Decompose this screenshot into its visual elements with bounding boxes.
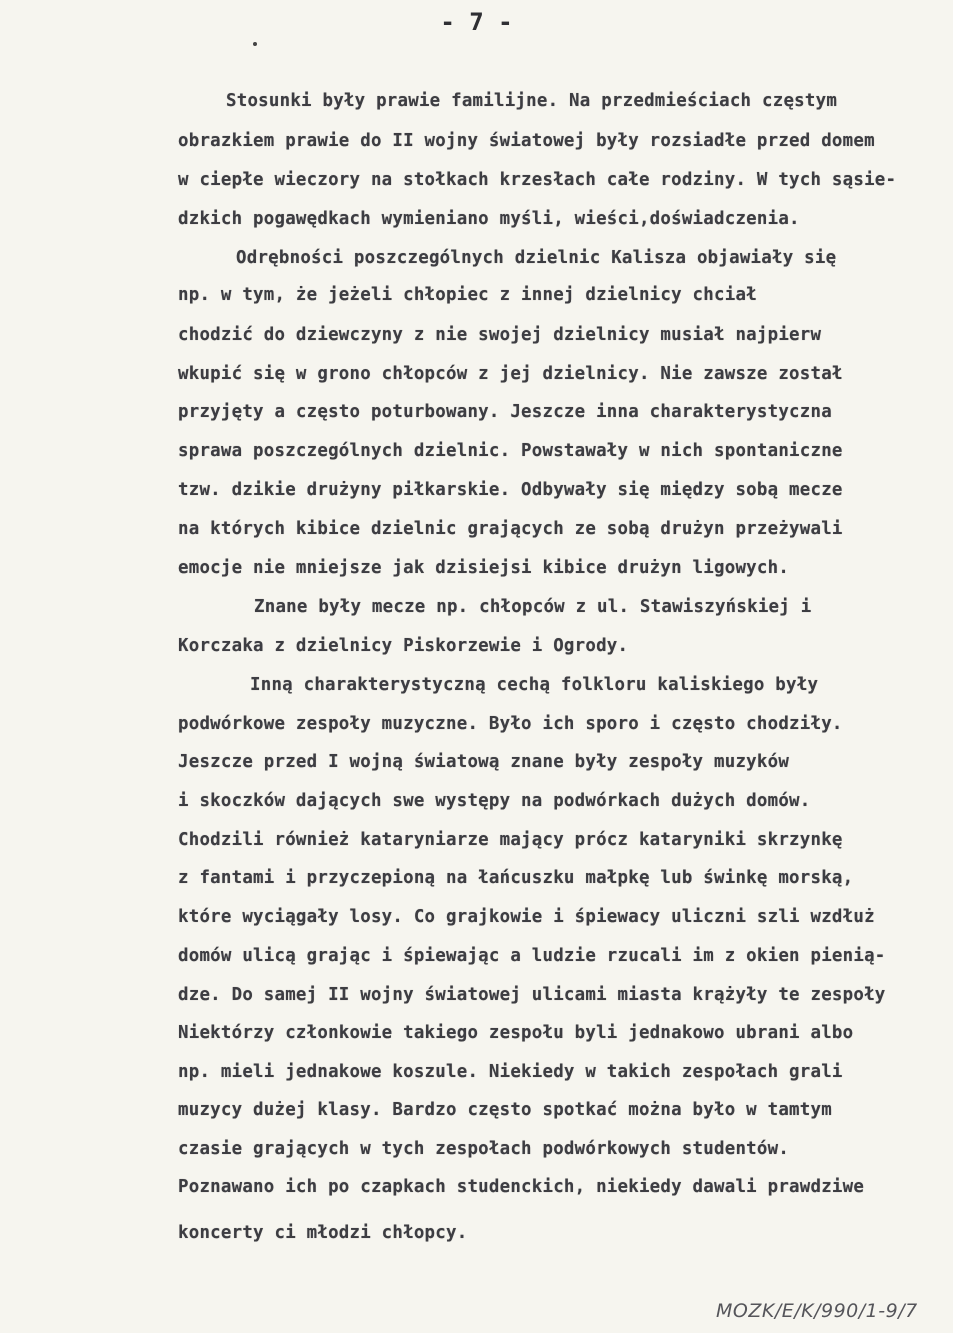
text-line: tzw. dzikie drużyny piłkarskie. Odbywały się między sobą mecze — [178, 480, 843, 500]
text-line: Chodzili również kataryniarze mający prócz kataryniki skrzynkę — [178, 830, 843, 850]
text-line: Niektórzy członkowie takiego zespołu byli jednakowo ubrani albo — [178, 1023, 854, 1043]
text-line: muzycy dużej klasy. Bardzo często spotkać można było w tamtym — [178, 1100, 832, 1120]
text-line: dzkich pogawędkach wymieniano myśli, wieści,doświadczenia. — [178, 209, 800, 229]
text-line: obrazkiem prawie do II wojny światowej były rozsiadłe przed domem — [178, 131, 875, 151]
text-line: emocje nie mniejsze jak dzisiejsi kibice drużyn ligowych. — [178, 558, 790, 578]
text-line: na których kibice dzielnic grających ze sobą drużyn przeżywali — [178, 519, 843, 539]
text-line: np. w tym, że jeżeli chłopiec z innej dzielnicy chciał — [178, 285, 757, 305]
text-line: wkupić się w grono chłopców z jej dzielnicy. Nie zawsze został — [178, 364, 843, 384]
text-line: chodzić do dziewczyny z nie swojej dzielnicy musiał najpierw — [178, 325, 822, 345]
text-line: podwórkowe zespoły muzyczne. Było ich sporo i często chodziły. — [178, 714, 843, 734]
text-line: Stosunki były prawie familijne. Na przedmieściach częstym — [226, 91, 838, 111]
page-number: - 7 - — [440, 8, 513, 36]
text-line: Jeszcze przed I wojną światową znane były zespoły muzyków — [178, 752, 790, 772]
text-line: Korczaka z dzielnicy Piskorzewie i Ogrody. — [178, 636, 629, 656]
text-line: koncerty ci młodzi chłopcy. — [178, 1223, 468, 1243]
text-line: sprawa poszczególnych dzielnic. Powstawały w nich spontaniczne — [178, 441, 843, 461]
text-line: w ciepłe wieczory na stołkach krzesłach całe rodziny. W tych sąsie- — [178, 170, 897, 190]
text-line: które wyciągały losy. Co grajkowie i śpiewacy uliczni szli wzdłuż — [178, 907, 875, 927]
archive-signature: MOZK/E/K/990/1-9/7 — [716, 1300, 918, 1322]
text-line: Znane były mecze np. chłopców z ul. Stawiszyńskiej i — [254, 597, 812, 617]
text-line: Poznawano ich po czapkach studenckich, niekiedy dawali prawdziwe — [178, 1177, 865, 1197]
text-line: z fantami i przyczepioną na łańcuszku małpkę lub świnkę morską, — [178, 868, 854, 888]
text-line: Odrębności poszczególnych dzielnic Kalisza objawiały się — [236, 248, 837, 268]
text-line: przyjęty a często poturbowany. Jeszcze inna charakterystyczna — [178, 402, 832, 422]
text-line: domów ulicą grając i śpiewając a ludzie rzucali im z okien pienią- — [178, 946, 886, 966]
text-line: Inną charakterystyczną cechą folkloru kaliskiego były — [250, 675, 819, 695]
text-line: i skoczków dających swe występy na podwórkach dużych domów. — [178, 791, 811, 811]
ink-dot — [253, 42, 257, 46]
text-line: czasie grających w tych zespołach podwórkowych studentów. — [178, 1139, 790, 1159]
text-line: dze. Do samej II wojny światowej ulicami miasta krążyły te zespoły — [178, 985, 886, 1005]
text-line: np. mieli jednakowe koszule. Niekiedy w takich zespołach grali — [178, 1062, 843, 1082]
